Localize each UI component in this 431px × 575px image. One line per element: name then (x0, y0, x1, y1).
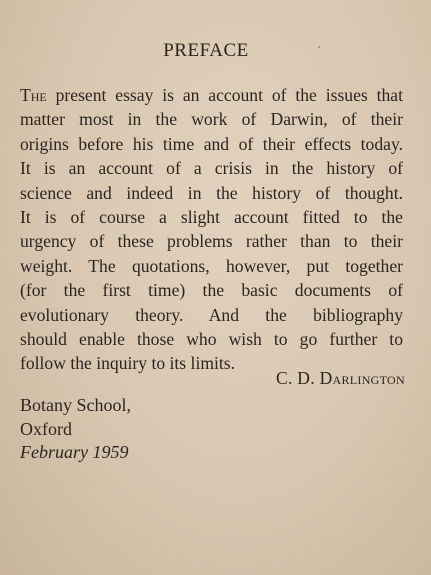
body-line: It is an account of a crisis in the history of (20, 158, 403, 179)
address-line-institution: Botany School, (20, 395, 131, 415)
body-line-1-rest: present essay is an account of the issues that (46, 85, 403, 105)
preface-body (20, 83, 403, 376)
body-line: urgency of these problems rather than to their (20, 231, 403, 252)
author-signature: C. D. Darlington (275, 368, 405, 388)
address-line-city: Oxford (20, 418, 72, 439)
body-line: weight. The quotations, however, put together (20, 255, 403, 276)
preface-date: February 1959 (20, 442, 129, 462)
body-line: It is of course a slight account fitted to the (20, 207, 403, 228)
page-title: PREFACE (163, 40, 249, 61)
body-line: evolutionary theory. And the bibliography (20, 304, 403, 325)
body-line: should enable those who wish to go further to (20, 329, 403, 350)
body-line: follow the inquiry to its limits. (20, 353, 236, 374)
body-line: science and indeed in the history of thought. (20, 182, 403, 203)
body-line: origins before his time and of their effects today. (20, 133, 403, 154)
body-line: (for the first time) the basic documents of (20, 280, 403, 301)
body-line (20, 83, 403, 107)
body-line: matter most in the work of Darwin, of their (20, 109, 403, 130)
address-block (20, 394, 131, 465)
body-first-word: The (20, 85, 47, 105)
